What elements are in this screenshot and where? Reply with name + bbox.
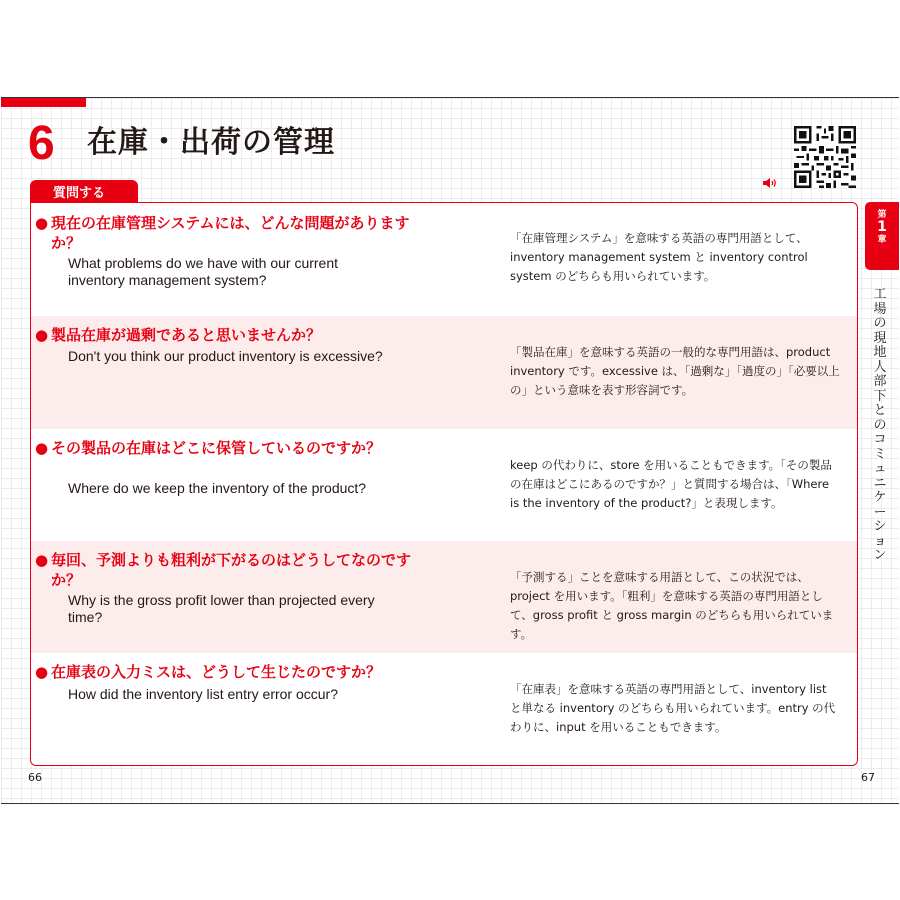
question-en: What problems do we have with our current inventory management system? — [68, 255, 339, 288]
note: 「在庫表」を意味する英語の専門用語として、inventory list と単なる inventory のどちらも用いられています。entry の代わりに、input を用いることもできます。 — [510, 682, 836, 734]
note: 「製品在庫」を意味する英語の一般的な専門用語は、product inventory です。excessive は、「過剰な」「過度の」「必要以上の」という意味を表す形容詞です。 — [510, 345, 840, 397]
question-en: How did the inventory list entry error occur? — [68, 686, 338, 702]
section-tab-label: 質問する — [53, 186, 106, 201]
note: 「在庫管理システム」を意味する英語の専門用語として、inventory management system と inventory control system のどちらも用いられています。 — [510, 231, 808, 283]
list-item — [31, 541, 857, 653]
chapter-number: 1 — [877, 219, 887, 235]
list-item — [31, 429, 857, 541]
qr-code-icon — [794, 126, 856, 188]
question-en: Why is the gross profit lower than projected every time? — [68, 592, 375, 625]
bullet-icon: ● — [35, 663, 49, 681]
bullet-icon: ● — [35, 551, 49, 569]
note: 「予測する」ことを意味する用語として、この状況では、project を用います。「粗利」を意味する英語の専門用語として、gross profit と gross margin のどちらも用いられています。 — [510, 570, 834, 641]
top-accent-bar — [1, 98, 86, 107]
chapter-prefix: 第 — [877, 210, 887, 220]
list-item — [31, 203, 857, 316]
section-title: 在庫・出荷の管理 — [87, 125, 335, 160]
phrase-list — [30, 202, 858, 766]
chapter-tab — [865, 202, 899, 270]
chapter-suffix: 章 — [877, 235, 887, 245]
list-item — [31, 653, 857, 766]
question-ja: ● 現在の在庫管理システムには、どんな問題がありますか？ — [35, 214, 410, 252]
page-number-right: 67 — [861, 771, 875, 784]
page-number-left: 66 — [28, 771, 42, 784]
question-ja: ● その製品の在庫はどこに保管しているのですか？ — [35, 439, 382, 457]
list-item — [31, 316, 857, 429]
chapter-title-vertical: 工場の現地人部下とのコミュニケーション — [873, 287, 887, 563]
speaker-icon[interactable] — [763, 178, 777, 188]
bullet-icon: ● — [35, 439, 49, 457]
section-number: 6 — [28, 117, 55, 170]
book-spread — [1, 97, 899, 804]
bullet-icon: ● — [35, 326, 49, 344]
note: keep の代わりに、store を用いることもできます。「その製品の在庫はどこにあるのですか？」と質問する場合は、「Where is the inventory of the product?」と表現します。 — [510, 458, 832, 510]
question-en: Where do we keep the inventory of the product? — [68, 480, 367, 496]
question-en: Don't you think our product inventory is excessive? — [68, 348, 383, 364]
question-ja: ● 毎回、予測よりも粗利が下がるのはどうしてなのですか？ — [35, 551, 412, 589]
question-ja: ● 製品在庫が過剰であると思いませんか？ — [35, 326, 322, 344]
bullet-icon: ● — [35, 214, 49, 232]
question-ja: ● 在庫表の入力ミスは、どうして生じたのですか？ — [35, 663, 382, 681]
